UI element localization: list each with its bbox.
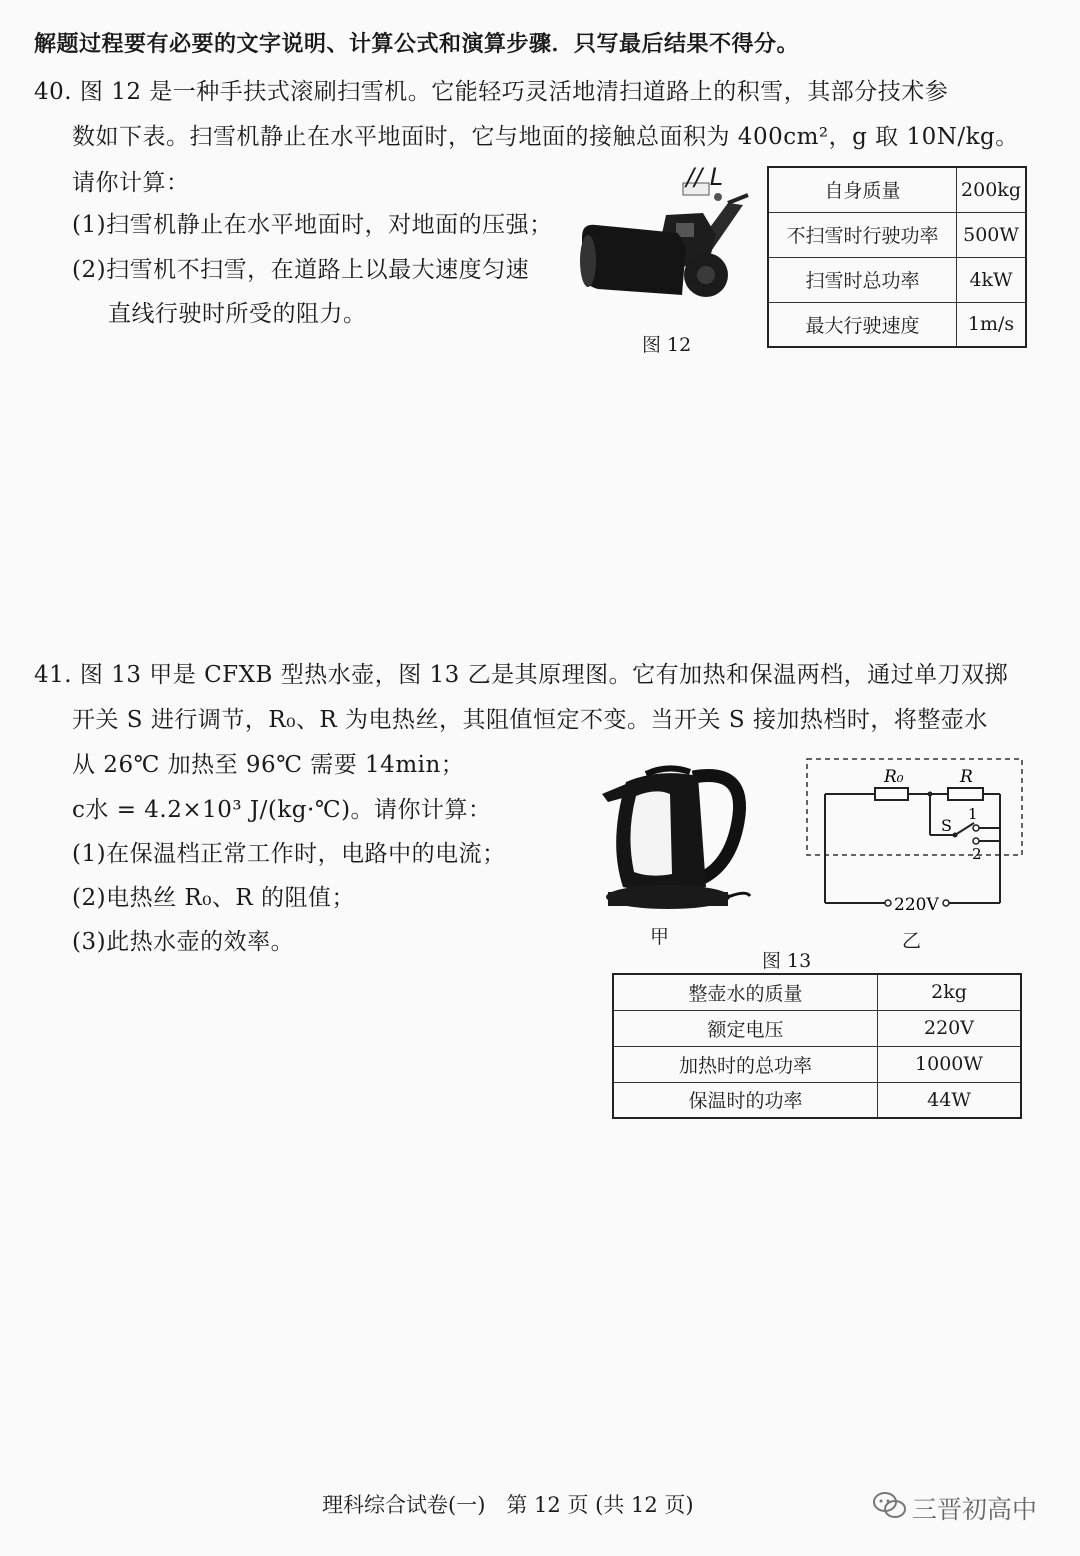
table-cell: 自身质量	[768, 167, 957, 212]
table-row	[613, 1010, 1021, 1046]
table-cell: 加热时的总功率	[613, 1046, 878, 1082]
table-cell: 500W	[957, 212, 1026, 257]
table-row	[613, 1082, 1021, 1118]
table-cell: 1000W	[878, 1046, 1022, 1082]
table-row	[613, 1046, 1021, 1082]
q40-line-2: 数如下表。扫雪机静止在水平地面时，它与地面的接触总面积为 400cm²，g 取 10N/kg。	[72, 124, 1019, 150]
snow-sweeper-figure	[578, 165, 758, 315]
table-cell: 4kW	[957, 257, 1026, 302]
q41-spec-table	[612, 973, 1022, 1119]
table-row	[613, 974, 1021, 1010]
table-cell: 220V	[878, 1010, 1022, 1046]
resistor-r0	[875, 788, 908, 800]
table-row	[768, 167, 1026, 212]
switch-s	[955, 823, 974, 835]
table-cell: 44W	[878, 1082, 1022, 1118]
kettle-figure	[598, 762, 753, 917]
circuit-diagram	[800, 755, 1030, 915]
voltage-label: 220V	[894, 895, 939, 915]
q41-part-1: (1)在保温档正常工作时，电路中的电流；	[72, 841, 506, 867]
label-jia: 甲	[650, 926, 670, 948]
contact-2-label: 2	[972, 845, 982, 863]
q40-line-1: 40. 图 12 是一种手扶式滚刷扫雪机。它能轻巧灵活地清扫道路上的积雪，其部分技术参	[34, 79, 949, 105]
table-cell: 1m/s	[957, 302, 1026, 347]
figure-13-caption: 图 13	[762, 950, 812, 972]
table-cell: 2kg	[878, 974, 1022, 1010]
figure-12-caption: 图 12	[642, 334, 692, 356]
q41-part-3: (3)此热水壶的效率。	[72, 929, 295, 955]
r0-label: R₀	[884, 767, 904, 787]
switch-label: S	[941, 816, 952, 835]
q40-part-2a: (2)扫雪机不扫雪，在道路上以最大速度匀速	[72, 257, 530, 283]
table-cell: 整壶水的质量	[613, 974, 878, 1010]
r-label: R	[960, 767, 973, 787]
q41-line-3: 从 26℃ 加热至 96℃ 需要 14min；	[72, 752, 465, 778]
handwritten-mark: // L	[686, 163, 724, 191]
q40-part-1: (1)扫雪机静止在水平地面时，对地面的压强；	[72, 212, 553, 238]
page-footer: 理科综合试卷(一) 第 12 页 (共 12 页)	[322, 1493, 694, 1517]
table-row	[768, 257, 1026, 302]
instruction-text: 解题过程要有必要的文字说明、计算公式和演算步骤．只写最后结果不得分。	[34, 32, 800, 57]
contact-1-label: 1	[968, 805, 978, 823]
table-cell: 保温时的功率	[613, 1082, 878, 1118]
table-cell: 额定电压	[613, 1010, 878, 1046]
table-cell: 扫雪时总功率	[768, 257, 957, 302]
label-yi: 乙	[902, 930, 922, 952]
q41-line-1: 41. 图 13 甲是 CFXB 型热水壶，图 13 乙是其原理图。它有加热和保温两档，通过单刀双掷	[34, 662, 1009, 688]
wechat-icon	[872, 1490, 908, 1520]
table-row	[768, 302, 1026, 347]
q40-line-3: 请你计算：	[72, 170, 190, 196]
q40-spec-table	[767, 166, 1027, 348]
watermark-text: 三晋初高中	[912, 1495, 1038, 1524]
resistor-r	[948, 788, 983, 800]
table-row	[768, 212, 1026, 257]
q41-line-2: 开关 S 进行调节，R₀、R 为电热丝，其阻值恒定不变。当开关 S 接加热档时，将整壶水	[72, 707, 988, 733]
table-cell: 200kg	[957, 167, 1026, 212]
q41-line-4: c水 = 4.2×10³ J/(kg·℃)。请你计算：	[72, 797, 492, 823]
table-cell: 最大行驶速度	[768, 302, 957, 347]
q40-part-2b: 直线行驶时所受的阻力。	[108, 301, 367, 327]
q41-part-2: (2)电热丝 R₀、R 的阻值；	[72, 885, 356, 911]
table-cell: 不扫雪时行驶功率	[768, 212, 957, 257]
